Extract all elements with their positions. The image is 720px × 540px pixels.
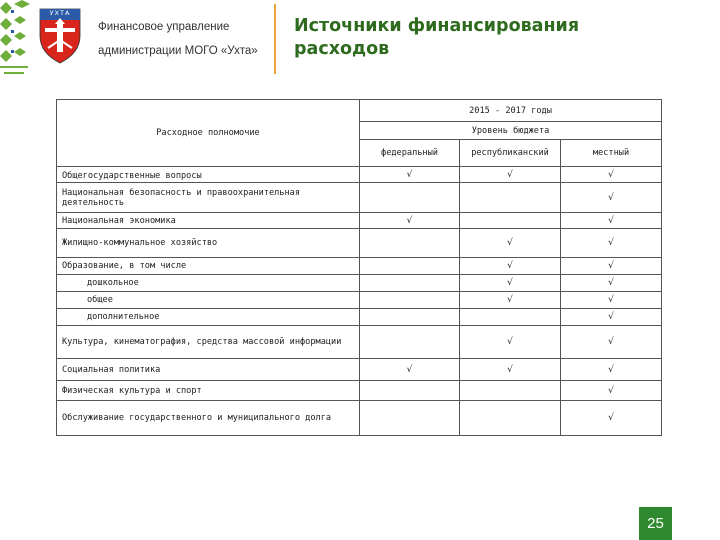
table-row <box>57 183 662 213</box>
cell-federal <box>360 401 460 436</box>
cell-federal <box>360 309 460 326</box>
table-row <box>57 167 662 183</box>
cell-republican: √ <box>460 258 561 275</box>
column-header-federal: федеральный <box>360 140 460 167</box>
page-number-badge: 25 <box>639 507 672 540</box>
financing-sources-table <box>56 99 662 436</box>
period-header: 2015 - 2017 годы <box>360 100 662 122</box>
cell-federal <box>360 275 460 292</box>
cell-local: √ <box>561 213 662 229</box>
cell-republican <box>460 381 561 401</box>
table-row <box>57 229 662 258</box>
cell-republican: √ <box>460 167 561 183</box>
table-row <box>57 359 662 381</box>
budget-level-header: Уровень бюджета <box>360 122 662 140</box>
header-divider <box>274 4 276 74</box>
row-label: дошкольное <box>57 275 360 292</box>
table-row <box>57 258 662 275</box>
row-label: Национальная безопасность и правоохранительная деятельность <box>57 183 360 213</box>
table-row <box>57 292 662 309</box>
cell-local: √ <box>561 229 662 258</box>
table-row <box>57 275 662 292</box>
table-row <box>57 326 662 359</box>
cell-republican <box>460 401 561 436</box>
column-header-local: местный <box>561 140 662 167</box>
row-header-cell <box>57 100 360 167</box>
cell-republican: √ <box>460 359 561 381</box>
cell-federal: √ <box>360 213 460 229</box>
cell-republican: √ <box>460 292 561 309</box>
table-row <box>57 213 662 229</box>
cell-republican: √ <box>460 275 561 292</box>
row-label: Социальная политика <box>57 359 360 381</box>
row-label: Жилищно-коммунальное хозяйство <box>57 229 360 258</box>
row-label: Национальная экономика <box>57 213 360 229</box>
row-header: Расходное полномочие <box>156 128 260 138</box>
cell-federal: √ <box>360 167 460 183</box>
org-name-line2: администрации МОГО «Ухта» <box>98 45 258 57</box>
cell-federal <box>360 183 460 213</box>
org-name-line1: Финансовое управление <box>98 21 230 33</box>
cell-local: √ <box>561 258 662 275</box>
cell-federal <box>360 292 460 309</box>
cell-local: √ <box>561 326 662 359</box>
cell-federal: √ <box>360 359 460 381</box>
cell-local: √ <box>561 167 662 183</box>
cell-local: √ <box>561 292 662 309</box>
cell-federal <box>360 381 460 401</box>
row-label: Культура, кинематография, средства массовой информации <box>57 326 360 359</box>
cell-republican: √ <box>460 229 561 258</box>
cell-republican <box>460 213 561 229</box>
table-row <box>57 401 662 436</box>
cell-republican <box>460 183 561 213</box>
cell-republican <box>460 309 561 326</box>
cell-federal <box>360 258 460 275</box>
row-label: Общегосударственные вопросы <box>57 167 360 183</box>
page-title: Источники финансирования расходов <box>294 16 580 59</box>
row-label: общее <box>57 292 360 309</box>
emblem-label: УХТА <box>49 9 71 17</box>
cell-local: √ <box>561 359 662 381</box>
row-label: дополнительное <box>57 309 360 326</box>
cell-local: √ <box>561 309 662 326</box>
table-row <box>57 309 662 326</box>
cell-federal <box>360 326 460 359</box>
cell-republican: √ <box>460 326 561 359</box>
cell-local: √ <box>561 183 662 213</box>
row-label: Обслуживание государственного и муниципального долга <box>57 401 360 436</box>
row-label: Образование, в том числе <box>57 258 360 275</box>
cell-local: √ <box>561 275 662 292</box>
cell-federal <box>360 229 460 258</box>
column-header-republican: республиканский <box>460 140 561 167</box>
regional-ornament-icon <box>0 0 32 80</box>
row-label: Физическая культура и спорт <box>57 381 360 401</box>
table-row <box>57 381 662 401</box>
cell-local: √ <box>561 381 662 401</box>
cell-local: √ <box>561 401 662 436</box>
